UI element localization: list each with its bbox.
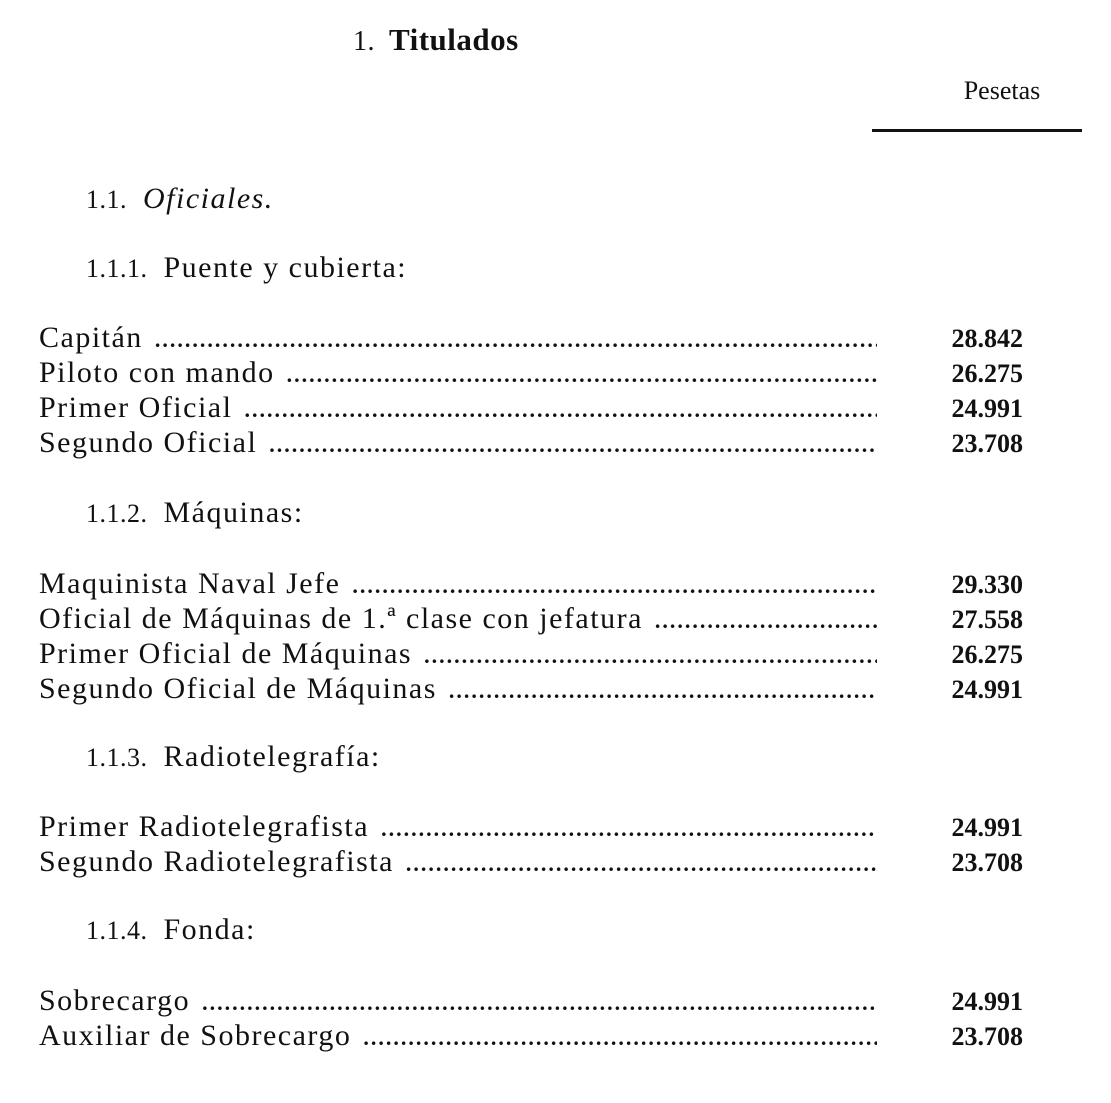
- table-row: [39, 567, 1039, 601]
- dot-leader: [155, 327, 877, 353]
- row-label: Primer Radiotelegrafista: [39, 810, 370, 843]
- section-title-text: Titulados: [389, 22, 519, 57]
- row-label: Primer Oficial: [39, 391, 233, 424]
- table-row: [39, 984, 1039, 1018]
- row-value: 28.842: [951, 324, 1023, 353]
- dot-leader: [202, 990, 877, 1016]
- group-number: 1.1.1.: [86, 254, 148, 283]
- row-value: 23.708: [951, 429, 1023, 458]
- dot-leader: [449, 678, 877, 704]
- group-heading-maquinas: [86, 496, 304, 530]
- group-number: 1.1.4.: [86, 916, 148, 945]
- group-number: 1.1.2.: [86, 499, 148, 528]
- dot-leader: [363, 1025, 877, 1051]
- table-row: [39, 602, 1039, 636]
- dot-leader: [406, 851, 877, 877]
- dot-leader: [424, 643, 877, 669]
- row-value: 24.991: [951, 987, 1023, 1016]
- row-label: Oficial de Máquinas de 1.ª clase con jefatura: [39, 602, 643, 635]
- table-row: [39, 810, 1039, 844]
- group-number: 1.1.3.: [86, 743, 148, 772]
- group-heading-puente: [86, 251, 407, 285]
- group-title: Radiotelegrafía:: [163, 740, 381, 773]
- group-title: Máquinas:: [163, 496, 304, 529]
- dot-leader: [244, 397, 877, 423]
- row-value: 23.708: [951, 848, 1023, 877]
- group-title: Puente y cubierta:: [163, 251, 408, 284]
- row-label: Capitán: [39, 321, 143, 354]
- row-label: Piloto con mando: [39, 356, 275, 389]
- row-label: Segundo Radiotelegrafista: [39, 845, 394, 878]
- row-value: 24.991: [951, 675, 1023, 704]
- currency-column-header: Pesetas: [963, 76, 1041, 105]
- row-value: 24.991: [951, 813, 1023, 842]
- row-label: Auxiliar de Sobrecargo: [39, 1019, 352, 1052]
- row-label: Segundo Oficial de Máquinas: [39, 672, 437, 705]
- group-heading-fonda: [86, 913, 256, 947]
- row-label: Segundo Oficial: [39, 426, 258, 459]
- dot-leader: [269, 432, 877, 458]
- row-value: 29.330: [951, 570, 1023, 599]
- row-value: 27.558: [951, 605, 1023, 634]
- group-title: Fonda:: [163, 913, 256, 946]
- table-row: [39, 391, 1039, 425]
- dot-leader: [352, 573, 877, 599]
- subsection-number: 1.1.: [86, 185, 127, 214]
- row-label: Sobrecargo: [39, 984, 191, 1017]
- subsection-heading: [86, 182, 274, 216]
- row-label: Primer Oficial de Máquinas: [39, 637, 413, 670]
- section-title: [353, 22, 519, 58]
- dot-leader: [381, 816, 877, 842]
- subsection-title: Oficiales.: [143, 182, 274, 215]
- table-row: [39, 845, 1039, 879]
- row-value: 26.275: [951, 640, 1023, 669]
- row-value: 26.275: [951, 359, 1023, 388]
- table-row: [39, 426, 1039, 460]
- table-row: [39, 1019, 1039, 1053]
- section-number: 1.: [353, 26, 375, 57]
- table-row: [39, 356, 1039, 390]
- row-value: 24.991: [951, 394, 1023, 423]
- table-row: [39, 672, 1039, 706]
- row-label: Maquinista Naval Jefe: [39, 567, 341, 600]
- header-rule: [872, 129, 1082, 132]
- dot-leader: [655, 608, 877, 634]
- group-heading-radiotelegrafia: [86, 740, 381, 774]
- dot-leader: [287, 362, 877, 388]
- table-row: [39, 637, 1039, 671]
- table-row: [39, 321, 1039, 355]
- row-value: 23.708: [951, 1022, 1023, 1051]
